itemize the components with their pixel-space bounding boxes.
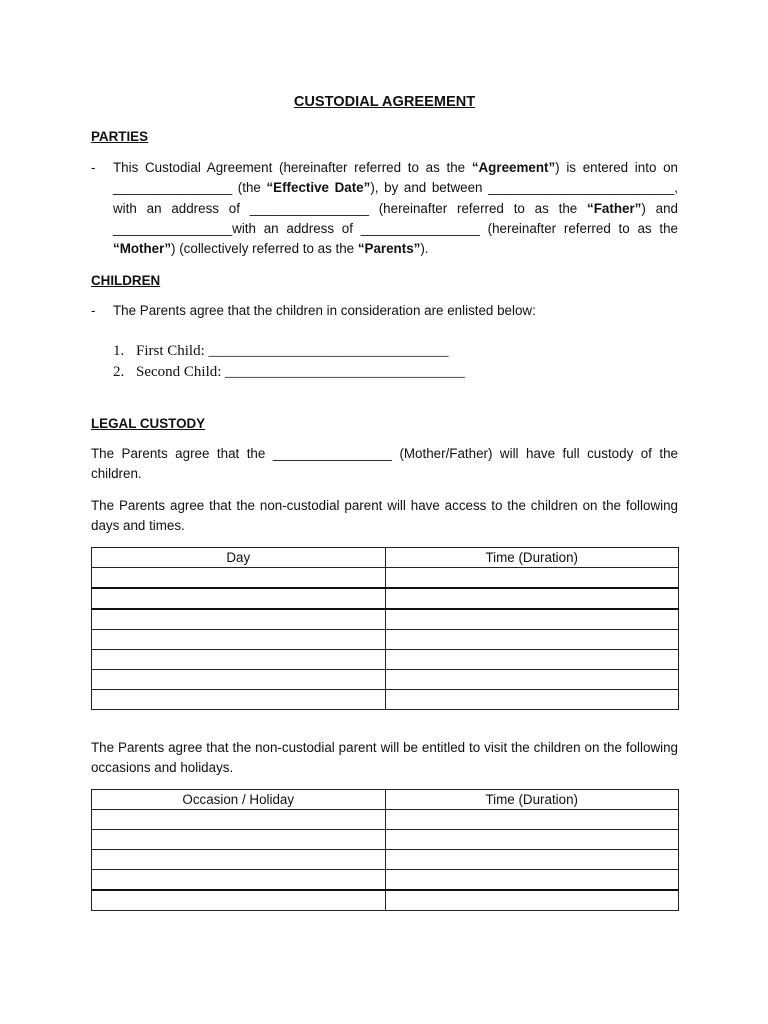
day-cell[interactable] [92,588,386,609]
occasion-cell[interactable] [92,810,386,830]
table-row [92,609,679,630]
time-duration-column-header: Time (Duration) [385,790,679,810]
day-cell[interactable] [92,690,386,710]
visit-paragraph: The Parents agree that the non-custodial parent will be entitled to visit the children on the following occasions and holidays. [91,740,678,776]
occasion-cell[interactable] [92,830,386,850]
children-intro: The Parents agree that the children in consideration are enlisted below: [113,303,536,318]
time-cell[interactable] [385,609,679,630]
children-bullet: - [91,303,96,318]
table-row [92,830,679,850]
day-cell[interactable] [92,650,386,670]
occasion-cell[interactable] [92,850,386,870]
parties-paragraph: This Custodial Agreement (hereinafter referred to as the “Agreement”) is entered into on ________________ (the “Effective Date”), by and between _________________________, with an address of ________________ (hereinafter referred to as the “Father”) and ________________with an address of ________________ (hereinafter referred to as the “Mother”) (collectively referred to as the “Parents”). [113,160,678,257]
access-schedule-table [91,547,679,710]
occasion-cell[interactable] [92,870,386,891]
day-cell[interactable] [92,670,386,690]
day-column-header: Day [92,548,386,568]
table-row [92,670,679,690]
party-name-field[interactable]: _________________________ [488,180,675,196]
children-heading: CHILDREN [91,273,161,288]
document-title: CUSTODIAL AGREEMENT [293,94,476,110]
access-paragraph: The Parents agree that the non-custodial parent will have access to the children on the following days and times. [91,498,678,534]
mother-name-field[interactable]: ________________ [113,220,233,236]
table-row [92,890,679,911]
table-row [92,870,679,891]
parties-bullet: - [91,160,96,175]
occasion-holiday-column-header: Occasion / Holiday [92,790,386,810]
effective-date-field[interactable]: ________________ [113,180,233,196]
day-cell[interactable] [92,630,386,650]
time-cell[interactable] [385,810,679,830]
time-cell[interactable] [385,890,679,911]
parties-heading: PARTIES [91,129,149,144]
child-item-first[interactable]: 1. First Child: ________________________________ [113,343,449,359]
time-cell[interactable] [385,830,679,850]
time-cell[interactable] [385,588,679,609]
children-list [113,341,465,383]
custodial-parent-field[interactable]: ________________ [272,446,392,461]
child-item-second[interactable]: 2. Second Child: ________________________________ [113,364,466,380]
time-cell[interactable] [385,630,679,650]
custody-paragraph: The Parents agree that the ________________ (Mother/Father) will have full custody of the children. [91,446,678,482]
table-row [92,810,679,830]
table-row [92,588,679,609]
day-cell[interactable] [92,568,386,589]
father-address-field[interactable]: ________________ [249,200,369,216]
table-row [92,630,679,650]
time-cell[interactable] [385,670,679,690]
occasion-cell[interactable] [92,890,386,911]
time-cell[interactable] [385,568,679,589]
table-row [92,650,679,670]
table-row [92,850,679,870]
table-header-row [92,548,679,568]
legal-custody-heading: LEGAL CUSTODY [91,416,206,431]
mother-address-field[interactable]: ________________ [360,220,480,236]
day-cell[interactable] [92,609,386,630]
time-cell[interactable] [385,690,679,710]
visitation-schedule-table [91,789,679,911]
time-cell[interactable] [385,650,679,670]
time-cell[interactable] [385,850,679,870]
table-header-row [92,790,679,810]
table-row [92,568,679,589]
time-duration-column-header: Time (Duration) [385,548,679,568]
table-row [92,690,679,710]
time-cell[interactable] [385,870,679,891]
